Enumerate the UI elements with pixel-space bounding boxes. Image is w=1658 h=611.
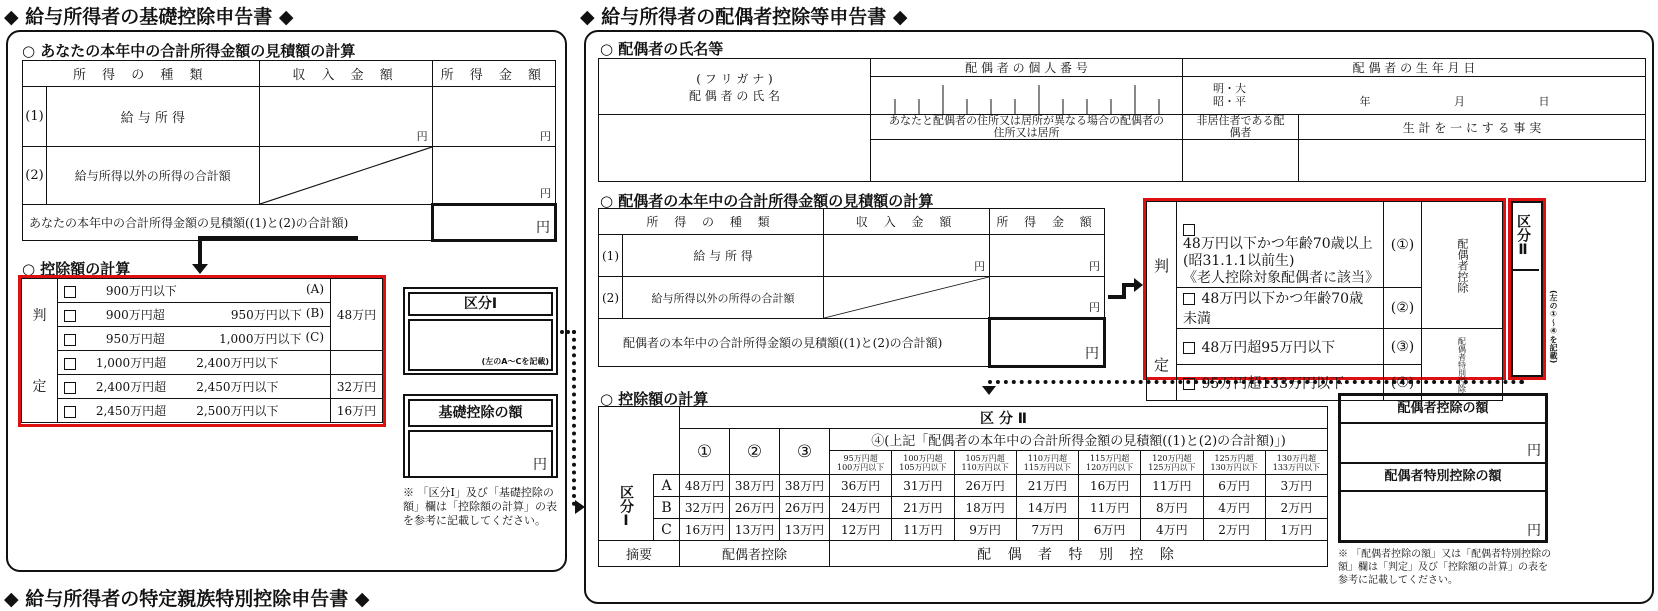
judge-char: 判: [1147, 202, 1177, 329]
deduction-cell: 6万円: [1079, 519, 1141, 541]
spouse-income-table: [598, 208, 1106, 368]
row-e[interactable]: [58, 375, 331, 399]
range-to: 130万円以下: [1210, 462, 1258, 472]
kubun2-note: (左の①～④を記載): [1549, 290, 1558, 364]
amount-box: [1338, 393, 1548, 543]
right-title: ◆ 給与所得者の配偶者控除等申告書 ◆: [580, 6, 908, 28]
judge-row-3[interactable]: [1177, 329, 1384, 365]
range-to: 110万円以下: [961, 462, 1009, 472]
kubun1-side-label: 区分Ⅰ: [599, 475, 654, 541]
left-sec1-heading: ○ あなたの本年中の合計所得金額の見積額の計算: [22, 42, 356, 60]
yen: 円: [1089, 260, 1100, 273]
range-from: 110万円超: [1027, 453, 1068, 463]
yen: 円: [974, 260, 986, 273]
range-to: 125万円以下: [1148, 462, 1196, 472]
arrow-head: [192, 264, 208, 274]
birth-input[interactable]: [1183, 77, 1646, 115]
year: 年: [1359, 95, 1371, 108]
calc-table: [598, 406, 1328, 567]
left-note: ※ 「区分Ⅰ」及び「基礎控除の額」欄は「控除額の計算」の表を参考に記載してください。: [403, 486, 557, 527]
furigana: ( フ リ ガ ナ ): [696, 71, 773, 86]
row2-label: 給与所得以外の所得の合計額: [623, 277, 824, 319]
deduction-cell: 7万円: [1016, 519, 1078, 541]
deduction-cell: 12万円: [830, 519, 892, 541]
range-header: [1079, 451, 1141, 475]
mark-1: (①): [1384, 202, 1422, 288]
summary-label: 摘要: [599, 541, 680, 567]
to: 2,450万円以下: [196, 380, 279, 394]
col-income: 収 入 金 額: [824, 209, 990, 235]
amount-32: 32万円: [331, 375, 383, 399]
range-to: 100万円以下: [836, 462, 885, 472]
row-b[interactable]: [58, 303, 331, 327]
deduction-cell: 36万円: [830, 475, 892, 497]
deduction-cell: 13万円: [730, 519, 780, 541]
from: 900万円以下: [105, 284, 177, 298]
checkbox[interactable]: [1183, 342, 1195, 354]
yen: 円: [1085, 346, 1099, 362]
kubun2-label: 区分Ⅱ: [1513, 203, 1539, 271]
row-d[interactable]: [58, 351, 331, 375]
range-from: 125万円超: [1214, 453, 1254, 463]
judge-char: 定: [1147, 329, 1177, 401]
amount2-label: 配偶者特別控除の額: [1341, 464, 1545, 492]
col-2: ②: [730, 429, 780, 475]
from: 2,450万円超: [95, 404, 167, 418]
amount-48: 48万円: [331, 279, 383, 351]
yen: 円: [540, 130, 551, 143]
total-label: あなたの本年中の合計所得金額の見積額((1)と(2)の合計額): [23, 205, 433, 241]
deduction-cell: 32万円: [680, 497, 730, 519]
spouse-income-heading: ○ 配偶者の本年中の合計所得金額の見積額の計算: [600, 192, 934, 210]
amount2-input[interactable]: [1341, 492, 1545, 542]
total-amount[interactable]: [990, 319, 1105, 367]
range-header: [954, 451, 1016, 475]
amount-blank: [331, 351, 383, 375]
mark: (B): [305, 306, 324, 320]
from: 2,400万円超: [95, 380, 167, 394]
dotted-connector: [1520, 380, 1524, 384]
checkbox[interactable]: [64, 310, 76, 322]
row1-income[interactable]: [824, 235, 990, 277]
checkbox[interactable]: [64, 358, 76, 370]
deduction-cell: 21万円: [1016, 475, 1078, 497]
from: 900万円超: [105, 308, 165, 322]
judge-row-1[interactable]: [1177, 202, 1384, 288]
era2: 昭・平: [1213, 95, 1246, 108]
kubun2-input[interactable]: [1513, 271, 1541, 377]
checkbox[interactable]: [1183, 293, 1195, 305]
deduction-cell: 18万円: [954, 497, 1016, 519]
col-amount: 所 得 金 額: [990, 209, 1105, 235]
yen: 円: [1527, 523, 1541, 539]
calc-heading: ○ 控除額の計算: [600, 390, 709, 408]
amount1-label: 配偶者控除の額: [1341, 396, 1545, 424]
kubun2-header: 区 分 Ⅱ: [680, 407, 1328, 429]
deduction-cell: 11万円: [1141, 475, 1203, 497]
range-header: [1016, 451, 1078, 475]
row1-amount[interactable]: [432, 87, 555, 147]
range-from: 130万円超: [1276, 453, 1317, 463]
judge-text: 48万円超95万円以下: [1201, 339, 1336, 356]
era: [1213, 82, 1246, 108]
checkbox[interactable]: [64, 382, 76, 394]
from: 950万円超: [105, 332, 165, 346]
row1-income[interactable]: [259, 87, 432, 147]
address-input[interactable]: [871, 140, 1183, 182]
mynumber-input[interactable]: [871, 77, 1183, 115]
deduction-cell: 16万円: [1079, 475, 1141, 497]
deduction-cell: 9万円: [954, 519, 1016, 541]
deduction-cell: 48万円: [680, 475, 730, 497]
bottom-title: ◆ 給与所得者の特定親族特別控除申告書 ◆: [4, 588, 370, 610]
tokubetsu-label: 配 偶 者 特 別 控 除: [830, 541, 1328, 567]
deduction-cell: 26万円: [780, 497, 830, 519]
col-type: 所 得 の 種 類: [599, 209, 824, 235]
col-income: 収 入 金 額: [259, 61, 432, 87]
day: 日: [1538, 95, 1550, 108]
range-header: [1203, 451, 1265, 475]
row1-label: 給 与 所 得: [623, 235, 824, 277]
haigu-label: 配偶者控除: [680, 541, 830, 567]
from: 1,000万円超: [95, 356, 167, 370]
row1-no: (1): [599, 235, 623, 277]
mark-4: (④): [1384, 365, 1422, 401]
range-to: 133万円以下: [1272, 462, 1321, 472]
judge-text-line2: (昭31.1.1以前生): [1183, 253, 1295, 269]
amount1-input[interactable]: [1341, 424, 1545, 464]
checkbox[interactable]: [64, 406, 76, 418]
row2-amount[interactable]: [432, 147, 555, 205]
total-amount[interactable]: [432, 205, 555, 241]
yen: 円: [536, 220, 550, 236]
col-4-label: ④(上記「配偶者の本年中の合計所得金額の見積額((1)と(2)の合計額)」): [830, 429, 1328, 451]
judge-text-line3: 《老人控除対象配偶者に該当》: [1183, 270, 1379, 286]
total-label: 配偶者の本年中の合計所得金額の見積額((1)と(2)の合計額): [599, 319, 990, 367]
digit-dividers: [871, 77, 1183, 115]
deduction-cell: 38万円: [780, 475, 830, 497]
range-from: 120万円超: [1152, 453, 1192, 463]
mark-3: (③): [1384, 329, 1422, 365]
amount-16: 16万円: [331, 399, 383, 423]
deduction-cell: 11万円: [1079, 497, 1141, 519]
checkbox[interactable]: [64, 286, 76, 298]
deduction-cell: 2万円: [1265, 497, 1327, 519]
nonres-input[interactable]: [1183, 140, 1299, 182]
yen: 円: [540, 187, 551, 200]
left-sec2-heading: ○ 控除額の計算: [22, 260, 131, 278]
deduction-cell: 26万円: [730, 497, 780, 519]
judge-text: [1183, 236, 1377, 287]
kubun1-note: (左のA～Cを記載): [481, 357, 549, 366]
yen: 円: [1089, 301, 1100, 314]
right-note: ※ 「配偶者控除の額」又は「配偶者特別控除の額」欄は「判定」及び「控除額の計算」の表を参考に記載してください。: [1338, 549, 1552, 586]
to: 2,500万円以下: [196, 404, 279, 418]
mynumber-label: 配 偶 者 の 個 人 番 号: [871, 59, 1183, 77]
month: 月: [1454, 95, 1465, 108]
to: 2,400万円以下: [196, 356, 279, 370]
row2-income-diag: [259, 147, 432, 205]
judge-char: 定: [22, 351, 58, 423]
judge-text-line1: 48万円以下かつ年齢70歳以上: [1183, 236, 1373, 252]
arrow-head: [1134, 278, 1143, 292]
side-label-2: 配偶者特別控除: [1422, 329, 1503, 401]
kubun2-box: [1511, 201, 1543, 377]
livelihood-label: 生 計 を 一 に す る 事 実: [1299, 115, 1646, 140]
col-3: ③: [780, 429, 830, 475]
row-c[interactable]: [58, 327, 331, 351]
name-heading: ○ 配偶者の氏名等: [600, 40, 724, 58]
era1: 明・大: [1213, 82, 1246, 95]
mark: (A): [305, 282, 324, 296]
row1-label: 給 与 所 得: [47, 87, 260, 147]
kubun1-box: [403, 287, 558, 375]
deduction-cell: 4万円: [1203, 497, 1265, 519]
judge-char: 判: [22, 279, 58, 351]
deduction-cell: 14万円: [1016, 497, 1078, 519]
deduction-cell: 2万円: [1203, 519, 1265, 541]
spouse-name-table: [598, 58, 1646, 182]
yen: 円: [416, 130, 428, 143]
judge-text: 95万円超133万円以下: [1201, 375, 1344, 392]
deduction-cell: 31万円: [892, 475, 954, 497]
arrow-head: [982, 386, 996, 395]
kubun-row-key: B: [654, 497, 680, 519]
deduction-cell: 4万円: [1141, 519, 1203, 541]
deduction-cell: 11万円: [892, 519, 954, 541]
deduction-cell: 13万円: [780, 519, 830, 541]
checkbox[interactable]: [1183, 224, 1195, 236]
arrow: [198, 236, 202, 266]
deduction-cell: 1万円: [1265, 519, 1327, 541]
left-title: ◆ 給与所得者の基礎控除申告書 ◆: [4, 6, 294, 28]
kubun1-input[interactable]: [408, 319, 553, 371]
range-from: 105万円超: [965, 453, 1005, 463]
judge-row-2[interactable]: [1177, 288, 1384, 329]
row2-label: 給与所得以外の所得の合計額: [47, 147, 260, 205]
range-header: [830, 451, 892, 475]
name-input[interactable]: [599, 115, 871, 182]
range-to: 115万円以下: [1023, 462, 1072, 472]
range-from: 100万円超: [903, 453, 943, 463]
name-cell: [599, 59, 871, 115]
deduction-cell: 26万円: [954, 475, 1016, 497]
arrow: [198, 236, 358, 240]
left-judge-table: [21, 278, 383, 423]
row2-no: (2): [23, 147, 47, 205]
deduction-cell: 21万円: [892, 497, 954, 519]
row1-no: (1): [23, 87, 47, 147]
deduction-cell: 16万円: [680, 519, 730, 541]
deduction-cell: 6万円: [1203, 475, 1265, 497]
to: 1,000万円以下: [219, 332, 302, 346]
row2-income-diag: [824, 277, 990, 319]
range-header: [1265, 451, 1327, 475]
row-f[interactable]: [58, 399, 331, 423]
name-label: 配 偶 者 の 氏 名: [688, 88, 781, 103]
yen: 円: [533, 457, 547, 473]
corner-cell: [599, 407, 680, 475]
row-a[interactable]: [58, 279, 331, 303]
to: 950万円以下: [230, 308, 302, 322]
col-1: ①: [680, 429, 730, 475]
livelihood-input[interactable]: [1299, 140, 1646, 182]
judge-text: 48万円以下かつ年齢70歳未満: [1183, 291, 1364, 327]
spouse-judge-table: [1146, 201, 1503, 401]
mark-2: (②): [1384, 288, 1422, 329]
kubun-row-key: A: [654, 475, 680, 497]
deduction-cell: 38万円: [730, 475, 780, 497]
kiso-box: [403, 394, 558, 478]
address-label: あなたと配偶者の住所又は居所が異なる場合の配偶者の住所又は居所: [871, 115, 1183, 140]
dotted-connector: [988, 380, 1524, 384]
checkbox[interactable]: [64, 334, 76, 346]
col-amount: 所 得 金 額: [432, 61, 555, 87]
kubun1-label: 区分Ⅰ: [408, 292, 553, 316]
kiso-input[interactable]: [408, 430, 553, 478]
range-from: 115万円超: [1089, 453, 1130, 463]
deduction-cell: 24万円: [830, 497, 892, 519]
dotted-connector: [572, 330, 576, 506]
range-from: 95万円超: [843, 453, 878, 463]
row2-amount[interactable]: [990, 277, 1105, 319]
range-to: 105万円以下: [899, 462, 947, 472]
nonres-label: 非居住者である配偶者: [1183, 115, 1299, 140]
deduction-cell: 8万円: [1141, 497, 1203, 519]
row2-no: (2): [599, 277, 623, 319]
range-header: [892, 451, 954, 475]
yen: 円: [1527, 443, 1541, 459]
col-type: 所 得 の 種 類: [23, 61, 260, 87]
range-to: 120万円以下: [1085, 462, 1134, 472]
side-label-1: 配偶者控除: [1422, 202, 1503, 329]
mark: (C): [305, 330, 324, 344]
deduction-cell: 3万円: [1265, 475, 1327, 497]
kubun-row-key: C: [654, 519, 680, 541]
row1-amount[interactable]: [990, 235, 1105, 277]
range-header: [1141, 451, 1203, 475]
left-income-table: [22, 60, 557, 242]
kiso-label: 基礎控除の額: [408, 399, 553, 427]
birth-label: 配 偶 者 の 生 年 月 日: [1183, 59, 1646, 77]
